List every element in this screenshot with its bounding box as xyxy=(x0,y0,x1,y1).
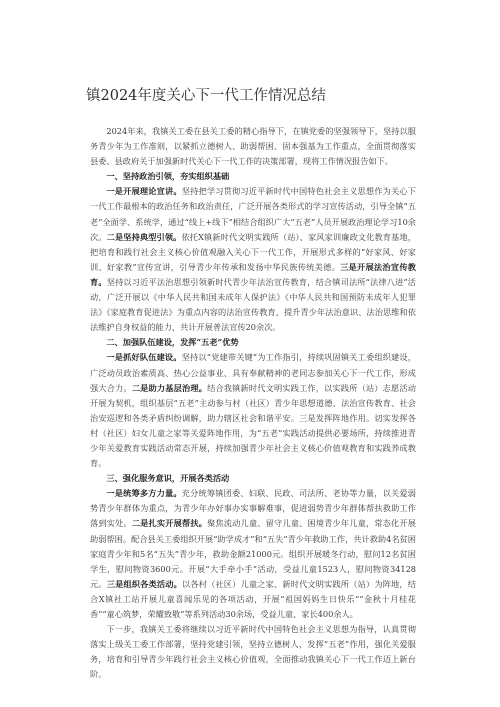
paragraph-text: 聚焦流动儿童、留守儿童、困境青少年儿童，常态化开展助弱帮困。配合县关工委组织开展“助学成才”和“五失”青少年救助工作，共计救助4名贫困家庭青少年和5名“五失”青少年，救助金额21000元。组织开展暖冬行动，慰问12名贫困学生，慰问物资3600元。开展“大手牵小手”活动，受益儿童1523人，慰问物资34128元。 xyxy=(90,518,416,589)
section-3-heading: 三、强化服务意识，开展各类活动 xyxy=(106,473,230,484)
paragraph-text: 结合我镇新时代文明实践工作，以实践所（站）志愿活动开展为契机，组织基层“五老”主动参与村（社区）青少年思想道德、法治宣传教育、社会治安巡逻和各类矛盾纠纷调解，助力辖区社会和谐平安。三是发挥阵地作用。切实发挥各村（社区）妇女儿童之家等关爱阵地作用，为“五老”实践活动提供必要场所，持续推进青少年关爱教育实践活动常态开展，持续加强青少年社会主义核心价值观教育和实践养成教育。 xyxy=(90,382,416,469)
lead-phrase: 一是开展理论宣讲。 xyxy=(106,186,182,197)
section-2-paragraph-1 xyxy=(90,350,416,471)
paragraph-text: 坚持以习近平法治思想引领新时代青少年法治宣传教育，结合镇司法所“法律八进”活动，广泛开展以《中华人民共和国未成年人保护法》《中华人民共和国预防未成年人犯罪法》《家庭教育促进法》为重点内容的法治宣传教育，提升青少年法治意识、法治思维和依法维护自身权益的能力，共计开展普法宣传20余次。 xyxy=(90,276,416,333)
closing-paragraph: 下一步，我镇关工委将继续以习近平新时代中国特色社会主义思想为指导，认真贯彻落实上级关工委工作部署，坚持党建引领，坚持立德树人，发挥“五老”作用，强化关爱服务，培育和引导青少年践行社会主义核心价值观，全面推动我镇关心下一代工作迈上新台阶。 xyxy=(90,624,416,680)
paragraph-text: 坚持以“党建带关键”为工作指引，持续巩固镇关工委组织建设，广泛动员政治素质高、热心公益事业、具有奉献精神的老同志参加关心下一代工作，形成强大合力。 xyxy=(90,352,416,393)
section-3-paragraph-1 xyxy=(90,486,416,622)
lead-phrase: 三是组织各类活动。 xyxy=(106,578,182,589)
lead-phrase: 二是扎实开展帮扶。 xyxy=(131,518,208,529)
lead-phrase: 二是坚持典型引领。 xyxy=(106,231,182,242)
paragraph-text: 坚持把学习贯彻习近平新时代中国特色社会主义思想作为关心下一代工作最根本的政治任务和政治责任，广泛开展各类形式的学习宣传活动，引导全镇“五老”全面学、系统学，通过“线上+线下”相结合组织广大“五老”人员开展政治理论学习10余次。 xyxy=(90,186,416,242)
paragraph-text: 以各村（社区）儿童之家、新时代文明实践所（站）为阵地，结合X镇社工站开展儿童喜闻乐见的各项活动，开展“祖国妈妈生日快乐”“金秋十月桂花香”“童心筑梦，荣耀致敬”等系列活动30余场，受益儿童、家长400余人。 xyxy=(90,578,416,619)
document-body xyxy=(90,124,416,682)
lead-phrase: 三是开展法治宣传教育。 xyxy=(90,261,416,287)
paragraph-text: 依托X镇新时代文明实践所（站）、家风家训廉政文化教育基地，把培育和践行社会主义核心价值观融入关心下一代工作，开展形式多样的“好家风、好家训、好家教”宣传宣讲，引导青少年传承和发扬中华民族传统美德。 xyxy=(90,231,416,272)
paragraph-text: 充分统筹镇团委、妇联、民政、司法所、老协等力量，以关爱弱势青少年群体为重点，为青少年办好事办实事解难事，促进弱势青少年群体帮扶救助工作落到实处。 xyxy=(90,488,416,529)
document-title: 镇2024年度关心下一代工作情况总结 xyxy=(86,88,326,104)
lead-phrase: 一是统筹多方力量。 xyxy=(106,488,182,499)
section-2-heading: 二、加强队伍建设，发挥“五老”优势 xyxy=(106,337,239,348)
section-1-heading: 一、坚持政治引领，夯实组织基础 xyxy=(106,171,230,182)
section-1-paragraph-1 xyxy=(90,184,416,335)
lead-phrase: 一是抓好队伍建设。 xyxy=(106,352,182,363)
intro-paragraph: 2024年来，我镇关工委在县关工委的精心指导下，在镇党委的坚强领导下，坚持以服务青少年为工作准则，以紧抓立德树人、助弱帮困、固本强基为工作重点，全面贯彻落实县委、县政府关于加强新时代关心下一代工作的决策部署，现将工作情况报告如下。 xyxy=(90,126,416,167)
lead-phrase: 二是助力基层治理。 xyxy=(131,382,208,393)
